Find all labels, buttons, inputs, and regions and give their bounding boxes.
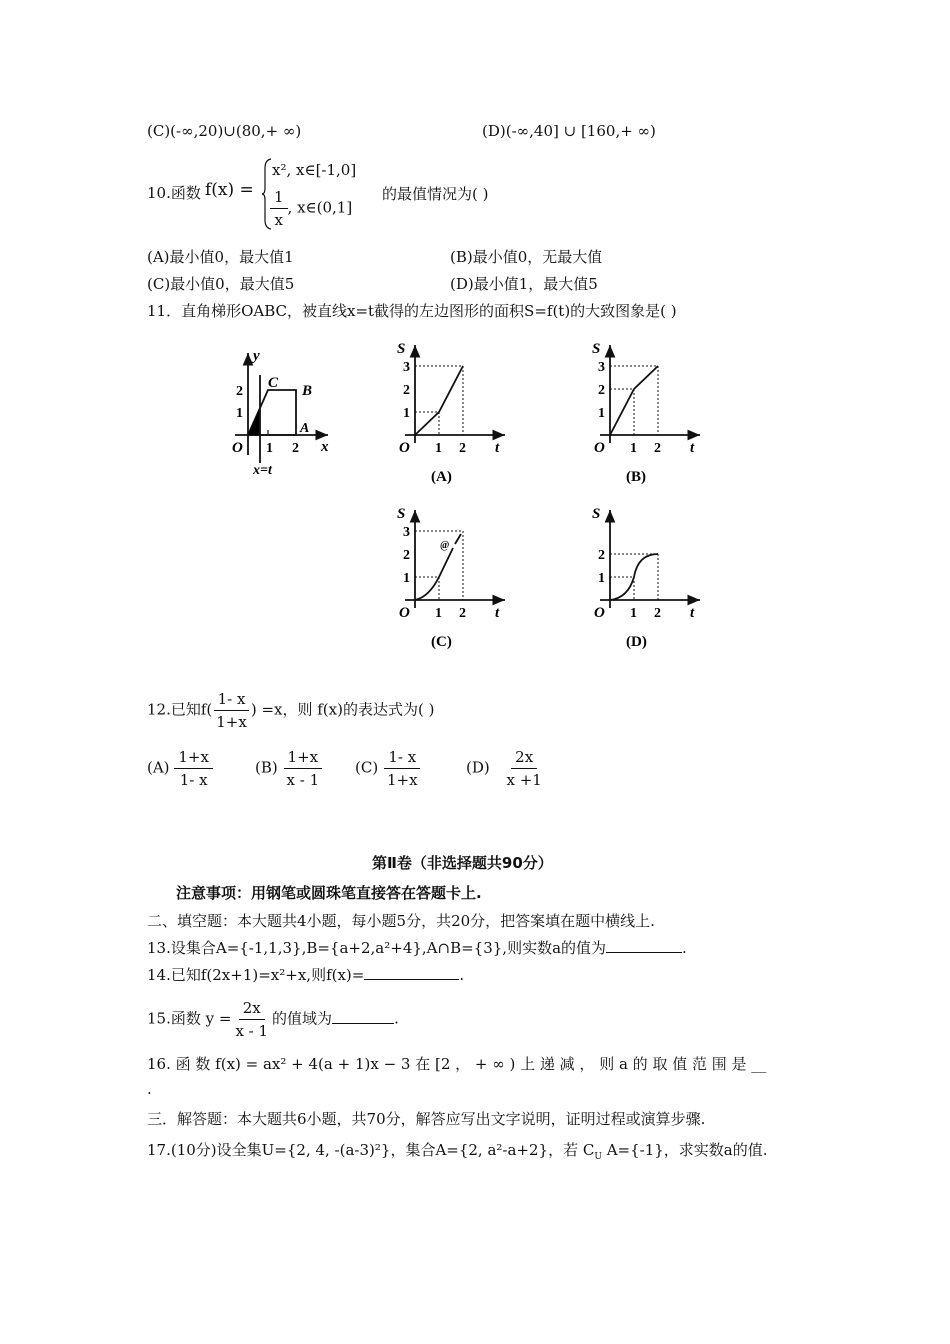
graph-b [592,341,700,485]
q12-suffix: ) =x，则 f(x)的表达式为( ) [250,700,435,719]
q15-prefix: 15.函数 y = [147,1009,232,1028]
q13-text: 13.设集合A={-1,1,3},B={a+2,a²+4},A∩B={3},则实数a的值为 [147,939,607,957]
q12-opt-c-den: 1+x [386,771,418,789]
graph-d-t-label: t [690,605,695,621]
q16-text: 16. 函 数 f(x) = ax² + 4(a + 1)x − 3 在 [2 ， + ∞ ) 上 递 减 ， 则 a 的 取 值 范 围 是 __ [147,1055,767,1073]
graph-d-x2: 2 [654,606,661,621]
q10-case1: x², x∈[-1,0] [272,161,357,179]
q10-prefix: 10.函数 [147,184,201,202]
graph-c-x2: 2 [459,606,466,621]
trap-b-label: B [302,383,313,399]
trapezoid-figure [232,348,329,478]
q12-arg-den: 1+x [216,713,247,731]
q10-option-a: (A)最小值0，最大值1 [147,248,294,266]
q17-sub: U [594,1152,602,1162]
q12-option-d [466,746,546,791]
q10-case2-num: 1 [270,186,288,209]
q16-continuation: . [147,1080,152,1098]
q10-option-d: (D)最小值1，最大值5 [450,275,598,293]
q13: 13.设集合A={-1,1,3},B={a+2,a²+4},A∩B={3},则实数a的值为 . [147,939,687,957]
q15-suffix: 的值域为 [272,1009,333,1028]
graph-a-x2: 2 [459,441,466,456]
graph-a-y1: 1 [403,406,410,421]
q14: 14.已知f(2x+1)=x²+x,则f(x)= . [147,966,465,984]
q12-opt-b-num: 1+x [284,746,323,769]
q14-text: 14.已知f(2x+1)=x²+x,则f(x)= [147,966,365,984]
q11-text: 11．直角梯形OABC，被直线x=t截得的左边图形的面积S=f(t)的大致图象是( ) [147,302,677,320]
graph-b-o-label: O [594,440,605,456]
graph-a [397,341,505,485]
q13-answer-blank [606,938,682,953]
graph-a-x1: 1 [435,441,442,456]
graph-d-caption: (D) [626,634,647,650]
q17-end: A={-1}，求实数a的值. [601,1141,768,1159]
trap-y1-tick: 1 [236,406,243,421]
graph-d [592,506,700,650]
q14-answer-blank [364,965,459,980]
graph-b-x2: 2 [654,441,661,456]
q12-prefix: 12.已知f( [147,700,213,719]
trap-x1-tick: 1 [266,441,273,456]
graph-d-y1: 1 [598,571,605,586]
q10-fx: f(x) = [205,180,254,200]
q12-opt-d-label: (D) [466,758,490,777]
trap-c-label: C [268,375,279,391]
graph-c-y1: 1 [403,571,410,586]
graph-b-y3: 3 [598,360,605,375]
graph-c-y2: 2 [403,548,410,563]
part2-notice: 注意事项：用钢笔或圆珠笔直接答在答题卡上. [176,884,482,902]
graph-a-y3: 3 [403,360,410,375]
q10-case2 [270,186,352,231]
q12-option-a [147,746,213,791]
graph-d-o-label: O [594,605,605,621]
q10-case2-domain: , x∈(0,1] [287,198,353,217]
trap-x2-tick: 2 [292,441,299,456]
q12-opt-c-num: 1- x [384,746,420,769]
q10-brace [262,158,270,230]
graph-c-o-label: O [399,605,410,621]
solve-section-header: 三．解答题：本大题共6小题，共70分，解答应写出文字说明，证明过程或演算步骤. [147,1110,706,1128]
q15-num: 2x [239,997,265,1020]
q10-suffix: 的最值情况为( ) [382,185,489,203]
q12-opt-a-num: 1+x [174,746,213,769]
q9-option-c: (C)(-∞,20)∪(80,+ ∞) [147,122,302,140]
q10-option-c: (C)最小值0，最大值5 [147,275,295,293]
trap-o-label: O [232,440,243,456]
graph-c-mark: @ [440,540,450,551]
graph-b-t-label: t [690,440,695,456]
graph-d-x1: 1 [630,606,637,621]
graph-b-x1: 1 [630,441,637,456]
q15: 15.函数 y = $\frac{2x}{x - 1}$ 的值域为 . [147,999,399,1040]
q9-option-d: (D)(-∞,40] ∪ [160,+ ∞) [482,122,656,140]
part2-title: 第Ⅱ卷（非选择题共90分） [372,854,553,872]
q15-den: x - 1 [235,1022,269,1040]
q10-option-b: (B)最小值0，无最大值 [450,248,603,266]
q12-opt-a-den: 1- x [179,771,208,789]
q12-opt-b-label: (B) [255,758,278,777]
graph-c-caption: (C) [431,634,452,650]
q12-opt-c-label: (C) [355,758,379,777]
graph-d-y2: 2 [598,548,605,563]
graph-c [397,506,505,650]
q12-arg-num: 1- x [214,688,250,711]
q12-option-b [255,746,323,791]
graph-b-y1: 1 [598,406,605,421]
q11-figures [220,335,720,655]
graph-c-y3: 3 [403,525,410,540]
graph-b-s-label: S [592,341,601,357]
graph-a-y2: 2 [403,383,410,398]
q12-opt-d-num: 2x [511,746,537,769]
graph-c-s-label: S [397,506,406,522]
graph-a-caption: (A) [431,469,452,485]
trap-a-label: A [300,421,310,436]
q12-opt-d-den: x +1 [506,771,542,789]
q17 [147,1139,768,1162]
graph-d-s-label: S [592,506,601,522]
graph-a-o-label: O [399,440,410,456]
trap-y2-tick: 2 [236,384,243,399]
graph-c-t-label: t [495,605,500,621]
fill-section-header: 二、填空题：本大题共4小题，每小题5分，共20分，把答案填在题中横线上. [147,912,655,930]
q15-answer-blank [332,1009,394,1024]
q12-option-c [355,746,422,791]
q12-opt-b-den: x - 1 [286,771,320,789]
q12-opt-a-label: (A) [147,758,170,777]
trap-x-label: x [321,439,329,455]
q10-case2-den: x [274,211,283,229]
trap-y-label: y [253,348,260,364]
graph-b-caption: (B) [626,469,646,485]
graph-a-t-label: t [495,440,500,456]
q17-text: 17.(10分)设全集U={2, 4, -(a-3)²}，集合A={2, a²-a+2}，若 C [147,1141,595,1159]
trap-xt-label: x=t [253,463,272,478]
graph-c-x1: 1 [435,606,442,621]
graph-b-y2: 2 [598,383,605,398]
graph-a-s-label: S [397,341,406,357]
q12-stem [147,688,434,733]
